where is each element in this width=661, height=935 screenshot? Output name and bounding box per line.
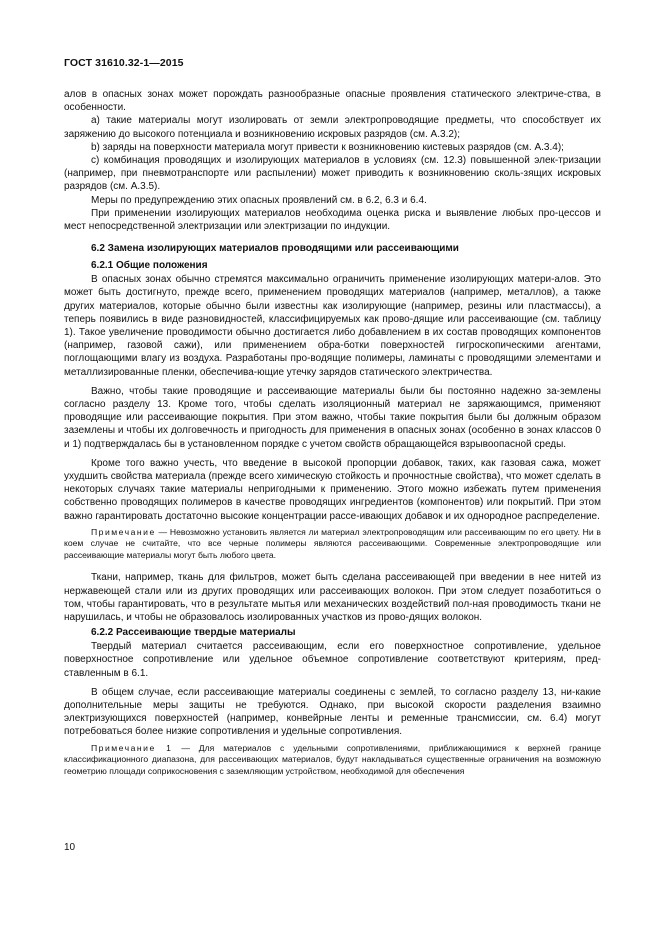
paragraph: Ткани, например, ткань для фильтров, может быть сделана рассеивающей при введении в нее нитей из нержавеющей стали или из других проводящих или рассеивающих волокон. При этом следует позаботиться о том, чтобы гарантировать, что в результате мытья или механических воздействий пол-ная проводимость ткани не нарушилась, и чтобы не образовалось изолированных участков из прово-дящих волокон. [64, 572, 601, 623]
paragraph: Твердый материал считается рассеивающим, если его поверхностное сопротивление, удельное поверхностное сопротивление или удельное объемное сопротивление соответствуют критериям, пред-ставленным в 6.1. [64, 641, 601, 679]
paragraph: В опасных зонах обычно стремятся максимально ограничить применение изолирующих матери-алов. Это может быть достигнуто, прежде всего, применением проводящих материалов (например, металлов), а также других материалов, которые обычно были известны как изолирующие (например, резины или пластмассы), а теперь появились в виде разновидностей, классифицируемых как прово-дящие или рассеивающие (см. таблицу 1). Такое увеличение проводимости обычно достигается либо добавлением в их состав проводящих компонентов (например, газовой сажи), или применением обра-ботки поверхностей гигроскопическими агентами, поглощающими влагу из воздуха. Разработаны про-водящие полимеры, ламинаты с проводящими элементами и металлизированные пленки, обеспечива-ющие утечку зарядов статического электричества. [64, 274, 601, 378]
paragraph: Кроме того важно учесть, что введение в высокой пропорции добавок, таких, как газовая сажа, может ухудшить свойства материала (прежде всего химическую стойкость и прочностные свойства), что может сделать в некоторых случаях такие материалы непригодными к применению. Этого можно избежать путем применения собственно проводящих полимеров в качестве проводящих ингредиентов (компонентов) или покрытий. При этом важно гарантировать достаточно высокие концентрации рассе-ивающих добавок и их однородное распределение. [64, 457, 601, 522]
list-item-b: b) заряды на поверхности материала могут привести к возникновению кистевых разрядов (см. А.3.4); [91, 141, 564, 153]
section-heading-6-2: 6.2 Замена изолирующих материалов проводящими или рассеивающими [91, 243, 459, 255]
note [64, 527, 601, 562]
paragraph: алов в опасных зонах может порождать разнообразные опасные проявления статического электриче-ства, в особенности. [64, 89, 601, 114]
note-text: — Для материалов с удельными сопротивлениями, приближающимися к верхней границе классификационного диапазона, для рассеивающих материалов, будут накладываться существенные ограничения на возможную геометрию площади соприкосновения с заземляющим устройством, необходимой для обеспечения [64, 742, 601, 776]
section-heading-6-2-2: 6.2.2 Рассеивающие твердые материалы [91, 627, 296, 639]
paragraph: Меры по предупреждению этих опасных проявлений см. в 6.2, 6.3 и 6.4. [91, 194, 427, 206]
document-header: ГОСТ 31610.32-1—2015 [64, 57, 184, 69]
list-item-a: а) такие материалы могут изолировать от земли электропроводящие предметы, что способствует их заряжению до высокого потенциала и возникновению искровых разрядов (см. А.3.2); [64, 115, 601, 140]
section-heading-6-2-1: 6.2.1 Общие положения [91, 260, 208, 272]
note-label: Примечание 1 [91, 742, 173, 753]
note [64, 743, 601, 778]
paragraph: При применении изолирующих материалов необходима оценка риска и выявление любых про-цессов и мест непосредственной электризации или электризации по индукции. [64, 207, 601, 233]
list-item-c: с) комбинация проводящих и изолирующих материалов в условиях (см. 12.3) повышенной элек-тризации (например, при пневмотранспорте или распылении) может приводить к возникновению сколь-зящих искровых разрядов (см. А.3.5). [64, 155, 601, 193]
paragraph: Важно, чтобы такие проводящие и рассеивающие материалы были бы постоянно надежно за-землены согласно разделу 13. Кроме того, чтобы сделать изоляционный материал не заряжающимся, применяют проводящие или рассеивающие покрытия. При этом важно, чтобы такие покрытия были бы должным образом заземлены и чтобы их долговечность и пригодность для применения в опасных зонах (особенно в зонах классов 0 и 1) подтверждалась бы в установленном порядке с учетом свойств обращающейся взрывоопасной среды. [64, 385, 601, 450]
note-label: Примечание [91, 526, 156, 537]
page-number: 10 [64, 842, 76, 853]
note-text: — Невозможно установить является ли материал электропроводящим или рассеивающим по его цвету. Ни в коем случае не считайте, что все черные полимеры являются рассеивающими. Современные электропроводящие или рассеивающие материалы могут быть любого цвета. [64, 526, 601, 560]
paragraph: В общем случае, если рассеивающие материалы соединены с землей, то согласно разделу 13, ни-какие дополнительные меры защиты не требуются. Однако, при высокой скорости разделения взаимно электризующихся поверхностей (например, конвейрные ленты и ременные трансмиссии, см. 6.4) могут потребоваться более низкие сопротивления и удельные сопротивления. [64, 686, 601, 738]
